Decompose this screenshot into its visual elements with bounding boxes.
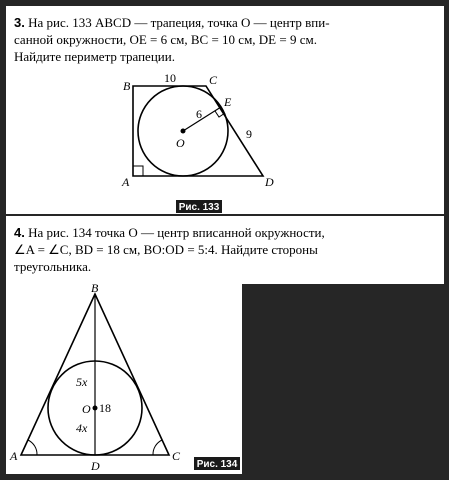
center-point-o xyxy=(93,406,98,411)
problem-4-line-2: ∠A = ∠C, BD = 18 см, BO:OD = 5:4. Найдите стороны xyxy=(14,242,318,257)
measure-bc: 10 xyxy=(164,71,176,85)
measure-bo: 5x xyxy=(76,375,88,389)
problem-4-line-3: треугольника. xyxy=(14,259,92,274)
trapezoid-abcd xyxy=(133,86,263,176)
figure-134 xyxy=(6,284,242,474)
label-d: D xyxy=(265,175,274,189)
problem-4-panel xyxy=(6,216,444,284)
problem-4-number: 4. xyxy=(14,225,25,240)
problem-4-text xyxy=(14,224,438,275)
figure-134-panel xyxy=(6,284,242,474)
right-angle-mark-a xyxy=(133,166,143,176)
label-c: C xyxy=(209,73,218,87)
angle-arc-a xyxy=(28,440,37,455)
label-b: B xyxy=(91,284,99,295)
caption-134: Рис. 134 xyxy=(196,459,238,470)
angle-arc-c xyxy=(153,440,162,455)
measure-de: 9 xyxy=(246,127,252,141)
problem-4-line-1 xyxy=(14,224,438,241)
problem-3-line-2: санной окружности, OE = 6 см, BC = 10 см, DE = 9 см. xyxy=(14,32,317,47)
figure-133 xyxy=(6,6,444,214)
label-o: O xyxy=(176,136,185,150)
problem-3-line-1-text: На рис. 133 ABCD — трапеция, точка O — центр впи- xyxy=(28,15,330,30)
measure-od: 4x xyxy=(76,421,88,435)
problem-4-line-1-text: На рис. 134 точка O — центр вписанной окружности, xyxy=(28,225,325,240)
radius-oe xyxy=(183,107,221,131)
problem-3-panel xyxy=(6,6,444,214)
measure-oe: 6 xyxy=(196,107,202,121)
measure-bd: 18 xyxy=(99,401,111,415)
label-e: E xyxy=(224,95,232,109)
label-a: A xyxy=(10,449,18,463)
label-c: C xyxy=(172,449,181,463)
center-point-o xyxy=(181,129,186,134)
label-b: B xyxy=(123,79,131,93)
caption-133: Рис. 133 xyxy=(178,202,220,213)
label-a: A xyxy=(122,175,130,189)
problem-3-line-3: Найдите периметр трапеции. xyxy=(14,49,175,64)
label-o: O xyxy=(82,402,91,416)
problem-3-number: 3. xyxy=(14,15,25,30)
label-d: D xyxy=(91,459,100,473)
